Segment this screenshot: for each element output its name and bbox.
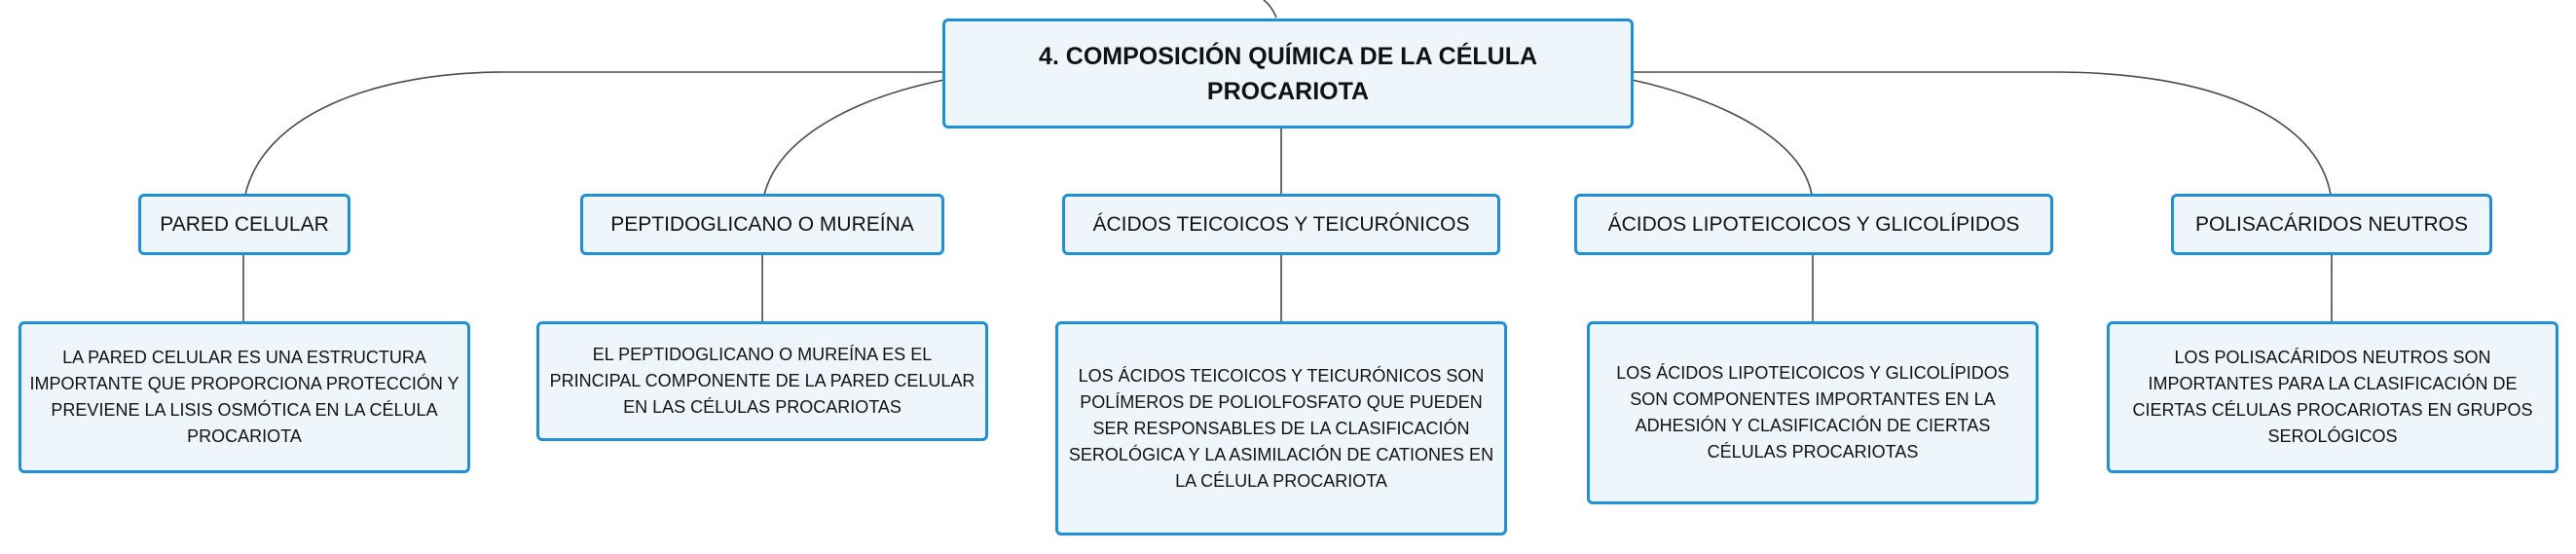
description-text: LOS ÁCIDOS LIPOTEICOICOS Y GLICOLÍPIDOS SON COMPONENTES IMPORTANTES EN LA ADHESIÓN Y CLASIFICACIÓN DE CIERTAS CÉLULAS PROCARIOTAS: [1616, 363, 2009, 462]
description-acidos-lipoteicoicos[interactable]: [1587, 321, 2039, 504]
branch-peptidoglicano[interactable]: [580, 194, 944, 255]
description-text: LOS ÁCIDOS TEICOICOS Y TEICURÓNICOS SON POLÍMEROS DE POLIOLFOSFATO QUE PUEDEN SER RESPONSABLES DE LA CLASIFICACIÓN SEROLÓGICA Y LA ASIMILACIÓN DE CATIONES EN LA CÉLULA PROCARIOTA: [1068, 365, 1494, 491]
description-pared-celular[interactable]: [18, 321, 470, 473]
branch-label: PEPTIDOGLICANO O MUREÍNA: [610, 212, 914, 236]
branch-label: ÁCIDOS TEICOICOS Y TEICURÓNICOS: [1092, 212, 1470, 236]
description-text: LA PARED CELULAR ES UNA ESTRUCTURA IMPORTANTE QUE PROPORCIONA PROTECCIÓN Y PREVIENE LA LISIS OSMÓTICA EN LA CÉLULA PROCARIOTA: [29, 348, 460, 446]
branch-pared-celular[interactable]: [138, 194, 350, 255]
branch-label: PARED CELULAR: [160, 212, 329, 236]
root-topic-title: 4. COMPOSICIÓN QUÍMICA DE LA CÉLULA PROCARIOTA: [1038, 42, 1538, 105]
connector-root-lipoteicoicos: [1632, 80, 1812, 195]
description-text: EL PEPTIDOGLICANO O MUREÍNA ES EL PRINCIPAL COMPONENTE DE LA PARED CELULAR EN LAS CÉLULAS PROCARIOTAS: [549, 345, 975, 417]
connector-root-polisacaridos: [1632, 72, 2331, 195]
description-peptidoglicano[interactable]: [536, 321, 988, 441]
description-text: LOS POLISACÁRIDOS NEUTROS SON IMPORTANTES PARA LA CLASIFICACIÓN DE CIERTAS CÉLULAS PROCARIOTAS EN GRUPOS SEROLÓGICOS: [2132, 348, 2533, 446]
branch-polisacaridos-neutros[interactable]: [2171, 194, 2492, 255]
description-acidos-teicoicos[interactable]: [1055, 321, 1507, 536]
branch-acidos-lipoteicoicos[interactable]: [1574, 194, 2053, 255]
incoming-connector: [1264, 0, 1276, 18]
connector-root-peptidoglicano: [764, 80, 944, 195]
branch-label: POLISACÁRIDOS NEUTROS: [2194, 212, 2469, 236]
branch-acidos-teicoicos[interactable]: [1062, 194, 1500, 255]
root-topic[interactable]: [942, 18, 1634, 129]
branch-label: ÁCIDOS LIPOTEICOICOS Y GLICOLÍPIDOS: [1607, 212, 2020, 236]
connector-root-pared: [245, 72, 944, 195]
description-polisacaridos-neutros[interactable]: [2107, 321, 2558, 473]
